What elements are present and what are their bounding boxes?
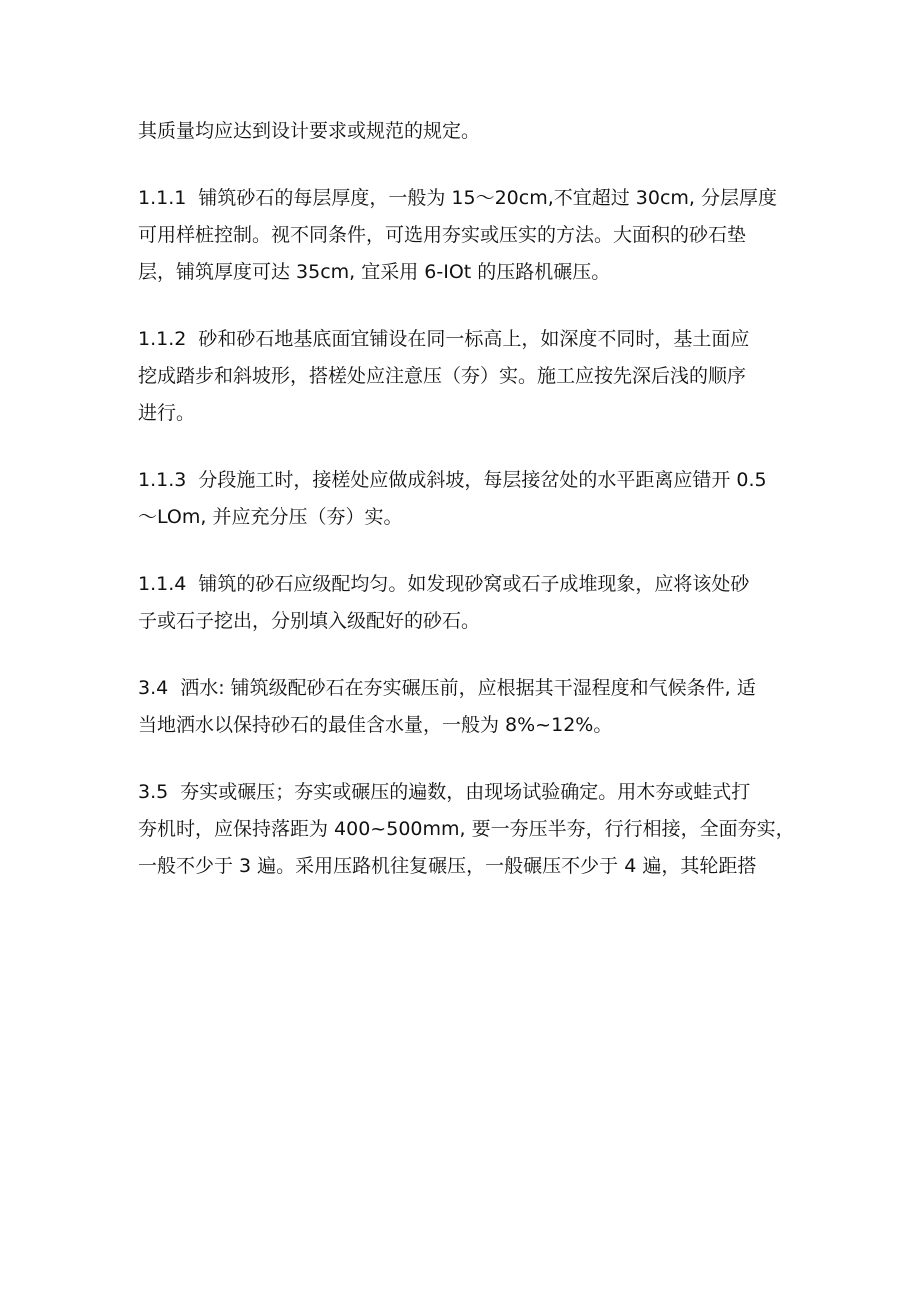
paragraph-line: ～LOm, 并应充分压（夯）实。: [138, 506, 403, 528]
paragraph-line: 其质量均应达到设计要求或规范的规定。: [138, 120, 481, 142]
section-number: 3.5: [138, 781, 169, 803]
paragraph-text: 砂和砂石地基底面宜铺设在同一标高上，如深度不同时，基土面应: [198, 328, 750, 350]
section-number: 1.1.1: [138, 187, 187, 209]
paragraph-3-5: [138, 774, 795, 885]
paragraph-line: 一般不少于 3 遍。采用压路机往复碾压，一般碾压不少于 4 遍，其轮距搭: [138, 855, 757, 877]
paragraph-line: 挖成踏步和斜坡形，搭槎处应注意压（夯）实。施工应按先深后浅的顺序: [138, 365, 747, 387]
paragraph-1-1-2: [138, 321, 788, 432]
paragraph-line: [138, 180, 788, 217]
section-number: 1.1.4: [138, 573, 187, 595]
paragraph-line: 进行。: [138, 402, 196, 424]
document-body: [138, 113, 795, 915]
paragraph-text: 洒水: 铺筑级配砂石在夯实碾压前，应根据其干湿程度和气候条件, 适: [180, 677, 756, 699]
paragraph-text: 铺筑砂石的每层厚度，一般为 15～20cm,不宜超过 30cm, 分层厚度: [198, 187, 777, 209]
paragraph-line: 夯机时，应保持落距为 400~500mm, 要一夯压半夯，行行相接，全面夯实，: [138, 818, 795, 840]
paragraph-line: 当地洒水以保持砂石的最佳含水量，一般为 8%~12%。: [138, 714, 613, 736]
paragraph-1-1-1: [138, 180, 788, 291]
section-number: 1.1.2: [138, 328, 187, 350]
paragraph-line: [138, 462, 788, 499]
section-number: 1.1.3: [138, 469, 187, 491]
paragraph-line: [138, 774, 788, 811]
paragraph-line: 子或石子挖出，分别填入级配好的砂石。: [138, 610, 481, 632]
paragraph-intro: [138, 113, 788, 150]
section-number: 3.4: [138, 677, 169, 699]
paragraph-3-4: [138, 670, 788, 744]
paragraph-text: 夯实或碾压；夯实或碾压的遍数，由现场试验确定。用木夯或蛙式打: [180, 781, 751, 803]
paragraph-line: 层，铺筑厚度可达 35cm, 宜采用 6-IOt 的压路机碾压。: [138, 261, 611, 283]
paragraph-text: 分段施工时，接槎处应做成斜坡，每层接岔处的水平距离应错开 0.5: [198, 469, 767, 491]
paragraph-line: [138, 321, 788, 358]
paragraph-text: 铺筑的砂石应级配均匀。如发现砂窝或石子成堆现象，应将该处砂: [198, 573, 750, 595]
paragraph-1-1-3: [138, 462, 788, 536]
paragraph-1-1-4: [138, 566, 788, 640]
paragraph-line: 可用样桩控制。视不同条件，可选用夯实或压实的方法。大面积的砂石垫: [138, 224, 747, 246]
paragraph-line: [138, 670, 788, 707]
paragraph-line: [138, 566, 788, 603]
